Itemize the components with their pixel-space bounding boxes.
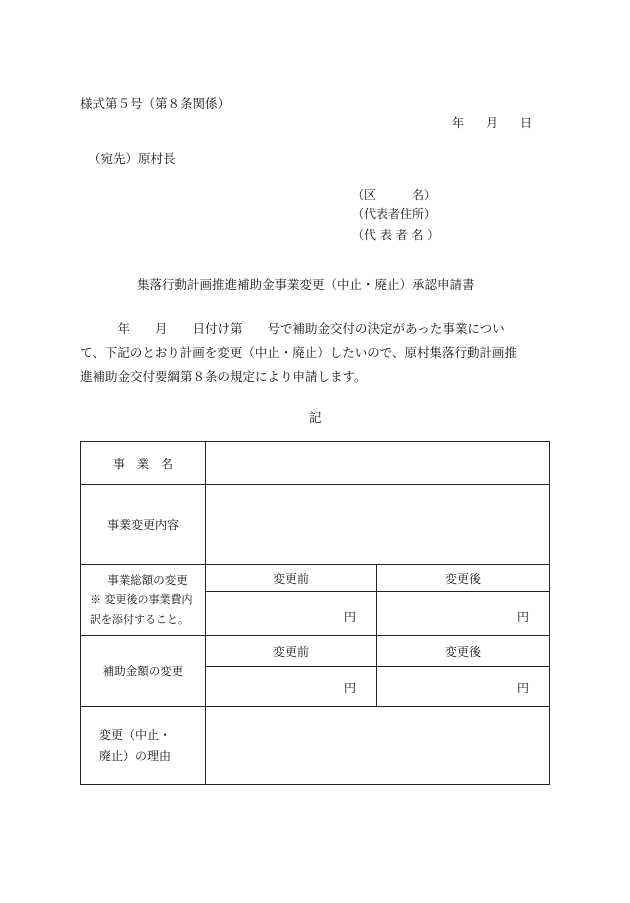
date-line bbox=[452, 117, 532, 129]
date-day: 日 bbox=[520, 116, 533, 130]
total-after-value: 円 bbox=[377, 592, 550, 636]
total-change-label bbox=[81, 565, 206, 636]
body-line: 年 月 日付け第 号で補助金交付の決定があった事業につい bbox=[80, 321, 505, 336]
project-name-value bbox=[206, 442, 550, 485]
body-text bbox=[80, 317, 550, 389]
subsidy-after-header: 変更後 bbox=[377, 636, 550, 667]
applicant-representative: （代 表 者 名 ） bbox=[352, 228, 440, 242]
form-number: 様式第５号（第８条関係） bbox=[80, 96, 231, 111]
total-before-value: 円 bbox=[206, 592, 377, 636]
reason-line: 廃止）の理由 bbox=[99, 748, 172, 763]
addressee: （宛先）原村長 bbox=[88, 151, 176, 166]
application-table bbox=[80, 441, 550, 785]
date-year: 年 bbox=[452, 116, 465, 130]
total-change-note: ※ 変更後の事業費内 bbox=[90, 593, 193, 606]
ki-heading: 記 bbox=[309, 410, 322, 425]
subsidy-before-value: 円 bbox=[206, 667, 377, 707]
applicant-district: （区 名） bbox=[352, 188, 437, 202]
reason-label bbox=[81, 707, 206, 785]
subsidy-before-header: 変更前 bbox=[206, 636, 377, 667]
document-title: 集落行動計画推進補助金事業変更（中止・廃止）承認申請書 bbox=[137, 277, 475, 292]
reason-line: 変更（中止・ bbox=[99, 727, 172, 742]
body-line: 進補助金交付要綱第８条の規定により申請します。 bbox=[80, 369, 367, 384]
change-content-value bbox=[206, 485, 550, 565]
project-name-label: 事 業 名 bbox=[81, 442, 206, 485]
applicant-address: （代表者住所） bbox=[352, 207, 437, 221]
body-line: て、下記のとおり計画を変更（中止・廃止）したいので、原村集落行動計画推 bbox=[80, 345, 518, 360]
subsidy-after-value: 円 bbox=[377, 667, 550, 707]
reason-value bbox=[206, 707, 550, 785]
subsidy-change-label: 補助金額の変更 bbox=[81, 636, 206, 707]
total-change-note: 訳を添付すること。 bbox=[90, 613, 189, 626]
date-month: 月 bbox=[486, 116, 499, 130]
total-before-header: 変更前 bbox=[206, 565, 377, 592]
change-content-label: 事業変更内容 bbox=[81, 485, 206, 565]
total-change-title: 事業総額の変更 bbox=[107, 573, 188, 587]
total-after-header: 変更後 bbox=[377, 565, 550, 592]
